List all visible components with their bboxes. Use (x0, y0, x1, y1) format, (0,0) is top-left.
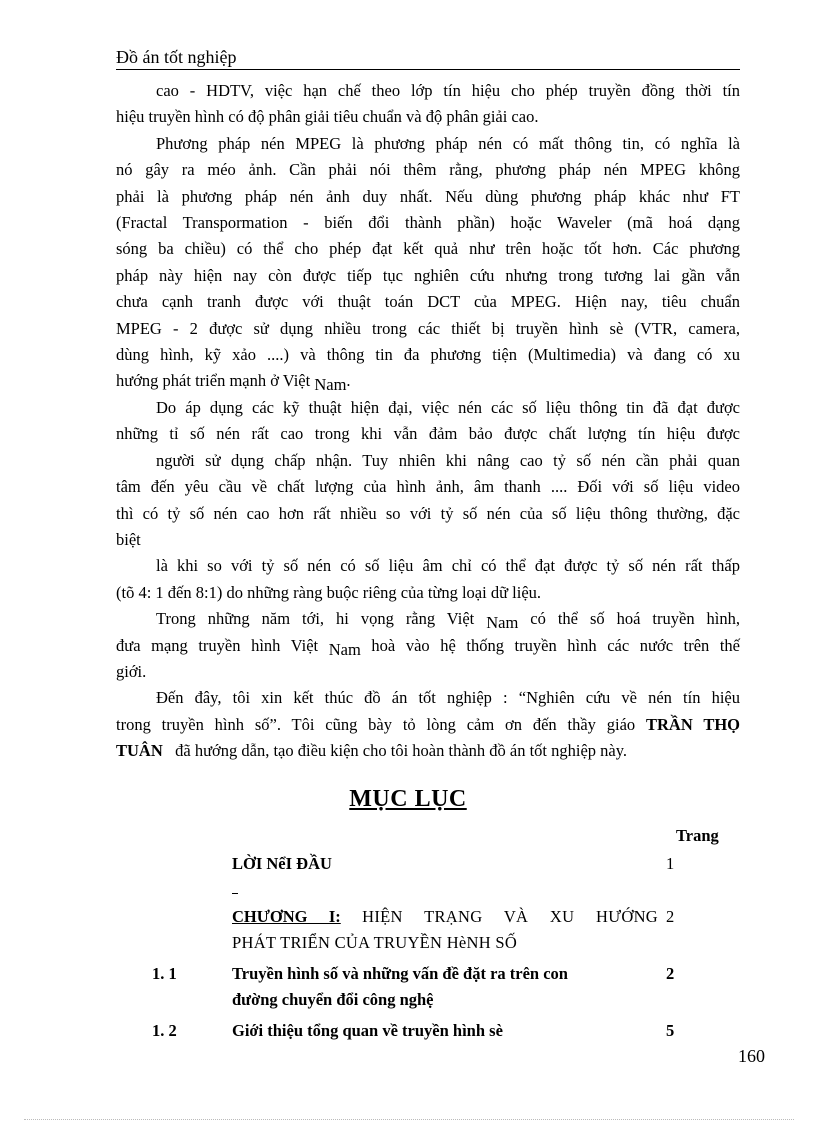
text-line: chưa cạnh tranh được với thuật toán DCT của MPEG. Hiện nay, tiêu chuẩn (116, 292, 740, 312)
text-line: dùng hình, kỹ xảo ....) và thông tin đa phương tiện (Multimedia) và đang có xu (116, 345, 740, 365)
text-line: giới. (116, 661, 147, 681)
page-number: 160 (738, 1046, 765, 1066)
text-line: người sử dụng chấp nhận. Tuy nhiên khi nâng cao tỷ số nén cần phải quan (156, 450, 740, 470)
toc-title: MỤC LỤC (349, 786, 467, 812)
text-line: (Fractal Transpormation - biến đổi thành phần) hoặc Waveler (mã hoá dạng (116, 213, 740, 233)
subscript-word: Nam (486, 613, 519, 633)
text-line: những tỉ số nén rất cao trong khi vẫn đảm bảo được chất lượng tín hiệu được (116, 424, 740, 444)
text-line (116, 368, 740, 394)
text-line: sóng ba chiều) có thể cho phép đạt kết quả như trên hoặc tốt hơn. Các phương (116, 239, 740, 259)
header-title: Đồ án tốt nghiệp (116, 47, 237, 67)
text-line: nó gây ra méo ảnh. Cần phải nói thêm rằng, phương pháp nén MPEG không (116, 160, 740, 180)
paragraph-1 (116, 78, 740, 131)
toc-entry-number: 1. 2 (152, 1021, 177, 1040)
text-line: tâm đến yêu cầu về chất lượng của hình ảnh, âm thanh .... Đối với số liệu video (116, 477, 740, 497)
toc-chapter-line (232, 904, 658, 930)
text-line: biệt (116, 529, 141, 549)
text-line: Đến đây, tôi xin kết thúc đồ án tốt nghiệp : “Nghiên cứu về nén tín hiệu (156, 688, 740, 708)
running-header (116, 46, 740, 70)
paragraph-2 (116, 131, 740, 395)
text-segment: hướng phát triển mạnh ở Việt (116, 371, 311, 391)
text-line: Do áp dụng các kỹ thuật hiện đại, việc nén các số liệu thông tin đã đạt được (156, 397, 740, 417)
toc-entry-line: Truyền hình số và những vấn đề đặt ra trên con (232, 964, 568, 983)
text-line (116, 633, 740, 659)
toc-entry-number: 1. 1 (152, 964, 177, 983)
paragraph-5 (116, 685, 740, 764)
chapter-title-line: HIỆN TRẠNG VÀ XU HƯỚNG (362, 907, 658, 926)
text-segment: đã hướng dẫn, tạo điều kiện cho tôi hoàn thành đồ án tốt nghiệp này. (175, 741, 628, 761)
text-line: MPEG - 2 được sử dụng nhiều trong các thiết bị truyền hình sè (VTR, camera, (116, 318, 740, 338)
text-segment: Trong những năm tới, hi vọng rằng Việt (156, 609, 475, 629)
text-line: hiệu truyền hình có độ phân giải tiêu chuẩn và độ phân giải cao. (116, 107, 539, 127)
toc-entry-page: 2 (666, 907, 675, 926)
toc-entry-text: Giới thiệu tổng quan về truyền hình sè (232, 1021, 503, 1040)
text-segment: đưa mạng truyền hình Việt (116, 635, 319, 655)
text-segment: hoà vào hệ thống truyền hình các nước trên thế (371, 635, 741, 655)
text-line: cao - HDTV, việc hạn chế theo lớp tín hiệu cho phép truyền đồng thời tín (156, 81, 740, 100)
body-text (116, 78, 740, 765)
paragraph-3 (116, 395, 740, 606)
text-line: thì có tỷ số nén cao hơn rất nhiều so với tỷ số nén của số liệu thông thường, đặc (116, 503, 740, 523)
text-line: Phương pháp nén MPEG là phương pháp nén có mất thông tin, có nghĩa là (156, 133, 740, 153)
text-line: phải là phương pháp nén ảnh duy nhất. Nếu dùng phương pháp khác như FT (116, 186, 740, 206)
toc-entry-text: LỜI NểI ĐẦU (232, 854, 332, 873)
toc-entry-page: 2 (666, 964, 675, 983)
text-line: (tõ 4: 1 đến 8:1) do những ràng buộc riêng của từng loại dữ liệu. (116, 582, 542, 602)
bold-name: TUÂN (116, 741, 163, 761)
subscript-word: Nam (328, 639, 361, 659)
text-line (116, 712, 740, 738)
chapter-title-line: PHÁT TRIỂN CỦA TRUYỀN HèNH SỐ (232, 933, 518, 952)
text-line (116, 738, 740, 764)
text-segment: có thể số hoá truyền hình, (530, 609, 741, 629)
chapter-label: CHƯƠNG I: (232, 907, 341, 926)
text-line: là khi so với tỷ số nén có số liệu âm chỉ có thể đạt được tỷ số nén rất thấp (156, 556, 740, 576)
text-segment: trong truyền hình số”. Tôi cũng bày tỏ lòng cảm ơn đến thầy giáo (116, 714, 636, 734)
subscript-word: Nam (314, 375, 347, 395)
paragraph-4 (116, 606, 740, 685)
toc-entry-page: 5 (666, 1021, 675, 1040)
footer-divider (24, 1119, 794, 1120)
text-line (116, 606, 740, 632)
text-segment: . (346, 371, 351, 391)
divider (232, 893, 238, 894)
text-line: pháp này hiện nay còn được tiếp tục nghiên cứu nhưng trong tương lai gần vẫn (116, 265, 740, 285)
toc-entry-line: đường chuyển đổi công nghệ (232, 990, 434, 1009)
bold-name: TRẦN THỌ (646, 714, 740, 734)
toc-entry-page: 1 (666, 854, 675, 873)
toc-entry-text (232, 961, 658, 1013)
toc-entry-text (232, 904, 658, 956)
toc-page-header: Trang (676, 826, 719, 845)
